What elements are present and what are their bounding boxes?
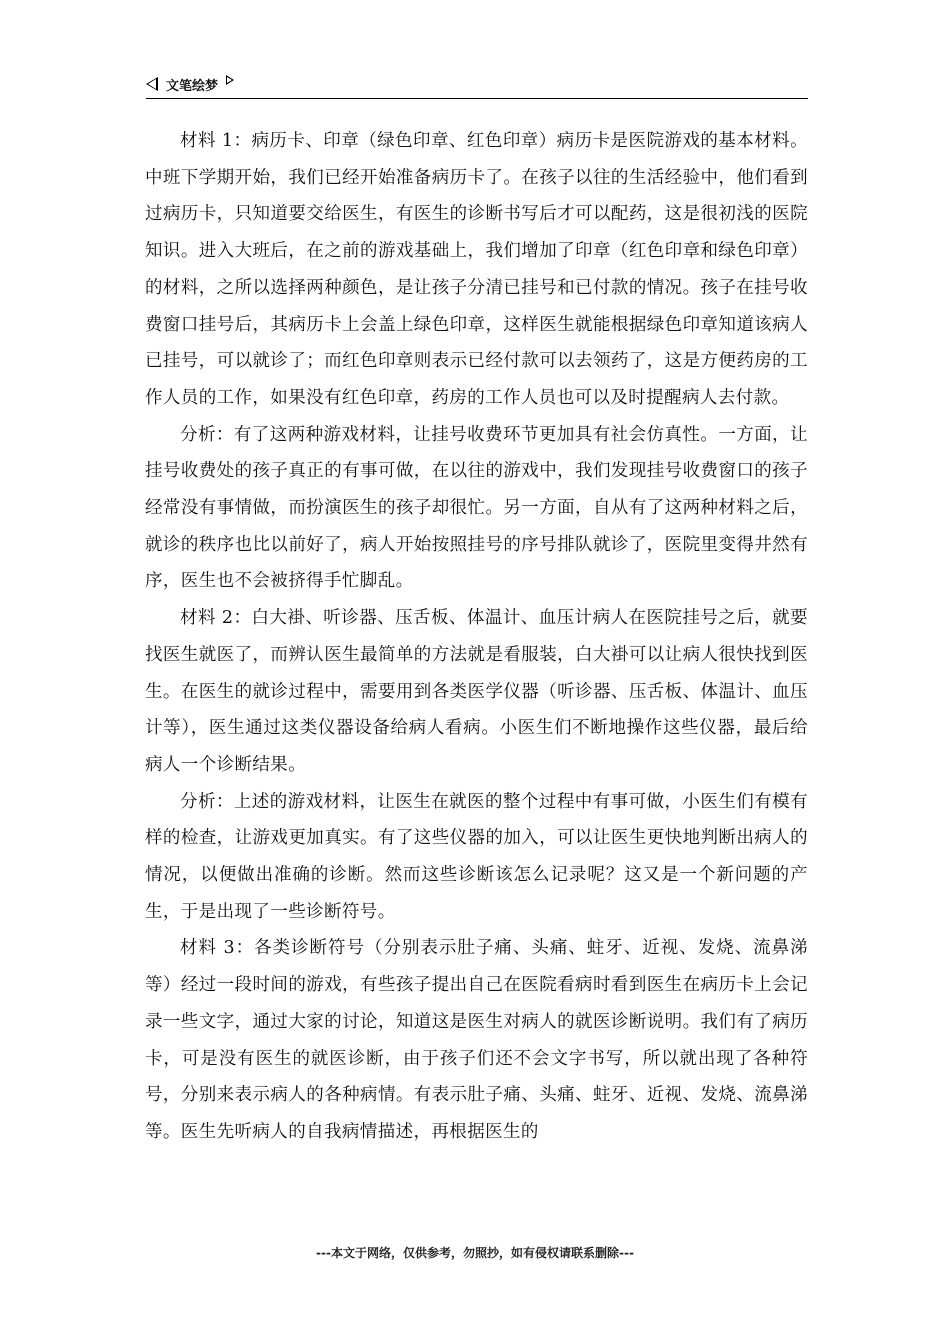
header-title: 文笔绘梦 bbox=[166, 78, 219, 94]
document-body bbox=[145, 123, 808, 1151]
paragraph-material-2: 材料 2：白大褂、听诊器、压舌板、体温计、血压计病人在医院挂号之后，就要找医生就医了，而辨认医生最简单的方法就是看服装，白大褂可以让病人很快找到医生。在医生的就诊过程中，需要用到各类医学仪器（听诊器、压舌板、体温计、血压计等），医生通过这类仪器设备给病人看病。小医生们不断地操作这些仪器，最后给病人一个诊断结果。 bbox=[145, 608, 808, 775]
paragraph-material-3: 材料 3：各类诊断符号（分别表示肚子痛、头痛、蛀牙、近视、发烧、流鼻涕等）经过一段时间的游戏，有些孩子提出自己在医院看病时看到医生在病历卡上会记录一些文字，通过大家的讨论，知道这是医生对病人的就医诊断说明。我们有了病历卡，可是没有医生的就医诊断，由于孩子们还不会文字书写，所以就出现了各种符号，分别来表示病人的各种病情。有表示肚子痛、头痛、蛀牙、近视、发烧、流鼻涕等。医生先听病人的自我病情描述，再根据医生的 bbox=[145, 938, 808, 1142]
paragraph-analysis-2: 分析：上述的游戏材料，让医生在就医的整个过程中有事可做，小医生们有模有样的检查，让游戏更加真实。有了这些仪器的加入，可以让医生更快地判断出病人的情况，以便做出准确的诊断。然而这些诊断该怎么记录呢？这又是一个新问题的产生，于是出现了一些诊断符号。 bbox=[145, 791, 808, 922]
page-header bbox=[146, 72, 808, 99]
triangle-right-icon bbox=[226, 75, 234, 85]
triangle-left-icon bbox=[146, 77, 158, 91]
page-footer: ---本文于网络，仅供参考，勿照抄，如有侵权请联系删除--- bbox=[316, 1246, 634, 1260]
paragraph-analysis-1: 分析：有了这两种游戏材料，让挂号收费环节更加具有社会仿真性。一方面，让挂号收费处的孩子真正的有事可做，在以往的游戏中，我们发现挂号收费窗口的孩子经常没有事情做，而扮演医生的孩子却很忙。另一方面，自从有了这两种材料之后，就诊的秩序也比以前好了，病人开始按照挂号的序号排队就诊了，医院里变得井然有序，医生也不会被挤得手忙脚乱。 bbox=[145, 424, 808, 592]
paragraph-material-1: 材料 1：病历卡、印章（绿色印章、红色印章）病历卡是医院游戏的基本材料。中班下学期开始，我们已经开始准备病历卡了。在孩子以往的生活经验中，他们看到过病历卡，只知道要交给医生，有医生的诊断书写后才可以配药，这是很初浅的医院知识。进入大班后，在之前的游戏基础上，我们增加了印章（红色印章和绿色印章）的材料，之所以选择两种颜色，是让孩子分清已挂号和已付款的情况。孩子在挂号收费窗口挂号后，其病历卡上会盖上绿色印章，这样医生就能根据绿色印章知道该病人已挂号，可以就诊了；而红色印章则表示已经付款可以去领药了，这是方便药房的工作人员的工作，如果没有红色印章，药房的工作人员也可以及时提醒病人去付款。 bbox=[145, 131, 808, 408]
header-row bbox=[146, 72, 808, 96]
